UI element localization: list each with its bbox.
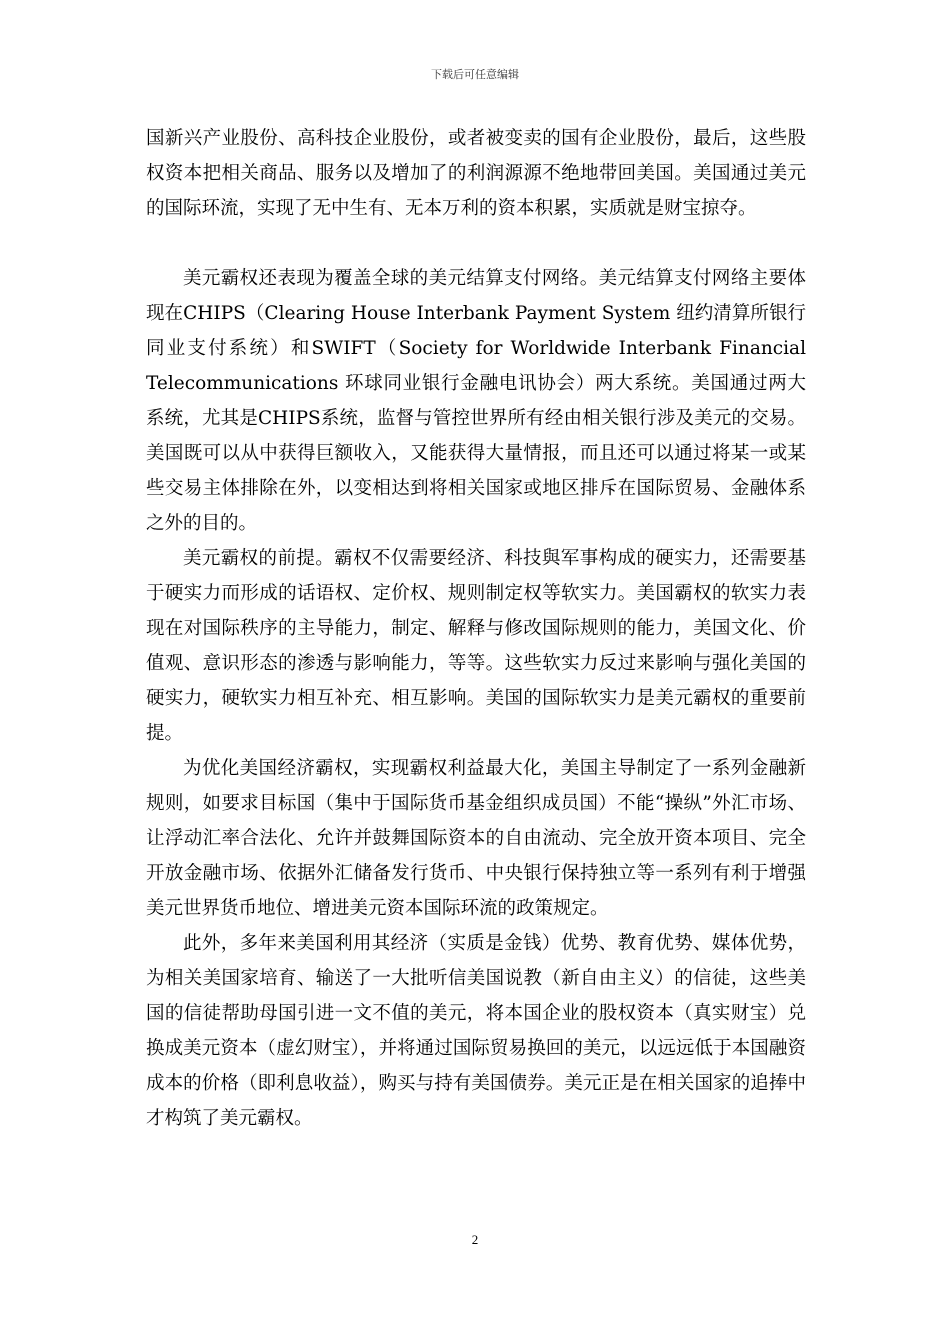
paragraph-believers: 此外，多年来美国利用其经济（实质是金钱）优势、教育优势、媒体优势，为相关美国家培育、输送了一大批听信美国说教（新自由主义）的信徒，这些美国的信徒帮助母国引进一文不值的美元，将本国企业的股权资本（真实财宝）兑换成美元资本（虚幻财宝），并将通过国际贸易换回的美元，以远远低于本国融资成本的价格（即利息收益），购买与持有美国债券。美元正是在相关国家的追捧中才构筑了美元霸权。 [146,933,806,1129]
page-header: 下载后可任意编辑 [431,68,519,81]
paragraph-hegemony-premise: 美元霸权的前提。霸权不仅需要经济、科技與军事构成的硬实力，还需要基于硬实力而形成的话语权、定价权、规则制定权等软实力。美国霸权的软实力表现在对国际秩序的主导能力，制定、解释与修改国际规则的能力，美国文化、价值观、意识形态的渗透与影响能力，等等。这些软实力反过来影响与强化美国的硬实力，硬软实力相互补充、相互影响。美国的国际软实力是美元霸权的重要前提。 [146,548,806,744]
document-body [146,121,806,1136]
paragraph-settlement-network: 美元霸权还表现为覆盖全球的美元结算支付网络。美元结算支付网络主要体现在CHIPS（Clearing House Interbank Payment System 纽约清算所银行同业支付系统）和SWIFT（Society for Worldwide Interbank Financial Telecommunications 环球同业银行金融电讯协会）两大系统。美国通过两大系统，尤其是CHIPS系统，监督与管控世界所有经由相关银行涉及美元的交易。美国既可以从中获得巨额收入，又能获得大量情报，而且还可以通过将某一或某些交易主体排除在外，以变相达到将相关国家或地区排斥在国际贸易、金融体系之外的目的。 [146,268,806,534]
page-number: 2 [471,1232,479,1247]
paragraph-financial-rules: 为优化美国经济霸权，实现霸权利益最大化，美国主导制定了一系列金融新规则，如要求目标国（集中于国际货币基金组织成员国）不能“操纵”外汇市场、让浮动汇率合法化、允许并鼓舞国际资本的自由流动、完全放开资本项目、完全开放金融市场、依据外汇储备发行货币、中央银行保持独立等一系列有利于增强美元世界货币地位、增进美元资本国际环流的政策规定。 [146,758,806,919]
paragraph-continuation: 国新兴产业股份、高科技企业股份，或者被变卖的国有企业股份，最后，这些股权资本把相关商品、服务以及增加了的利润源源不绝地带回美国。美国通过美元的国际环流，实现了无中生有、无本万利的资本积累，实质就是财宝掠夺。 [146,128,806,219]
